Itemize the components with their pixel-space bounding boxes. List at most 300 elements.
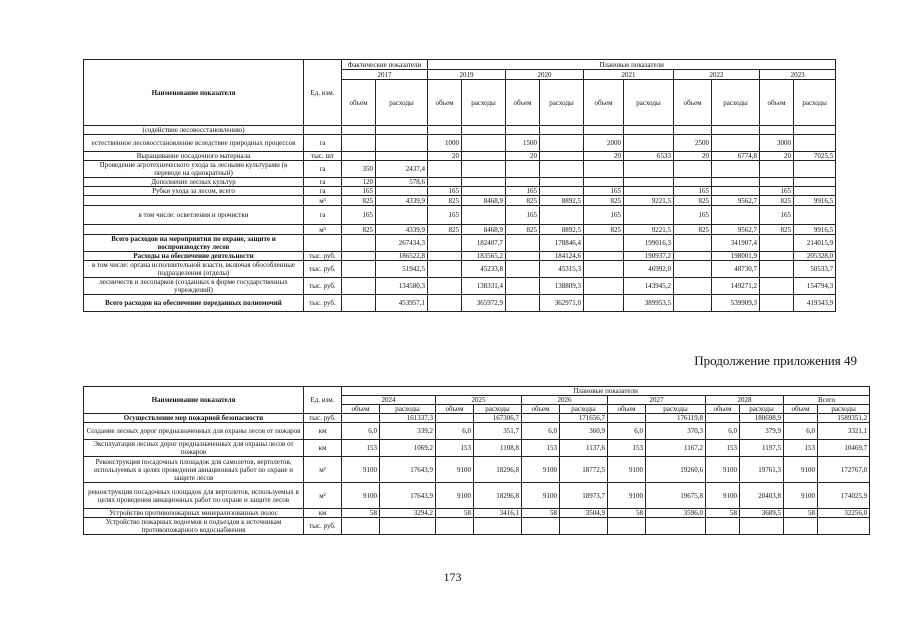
cell-expenses: 143945,2 bbox=[624, 278, 674, 295]
cell-volume: 1500 bbox=[506, 135, 540, 152]
header-year: 2028 bbox=[706, 396, 784, 405]
cell-volume bbox=[760, 278, 794, 295]
cell-expenses: 45233,8 bbox=[462, 261, 506, 278]
cell-volume bbox=[428, 252, 462, 261]
cell-volume: 165 bbox=[760, 206, 794, 225]
row-name: в том числе: осветления и прочистки bbox=[84, 206, 304, 225]
cell-volume bbox=[674, 235, 712, 252]
cell-volume bbox=[342, 278, 376, 295]
cell-volume bbox=[428, 235, 462, 252]
cell-expenses: 1589351,2 bbox=[818, 414, 870, 423]
cell-expenses: 9221,5 bbox=[624, 225, 674, 235]
cell-expenses: 3504,9 bbox=[560, 509, 608, 518]
cell-volume: 9100 bbox=[706, 457, 740, 483]
cell-expenses bbox=[462, 178, 506, 187]
cell-volume: 58 bbox=[436, 509, 474, 518]
cell-volume bbox=[584, 126, 624, 135]
cell-volume: 825 bbox=[760, 225, 794, 235]
row-unit: м² bbox=[304, 457, 342, 483]
row-unit: тыс. шт bbox=[304, 152, 342, 161]
row-name: Расходы на обеспечение деятельности bbox=[84, 252, 304, 261]
cell-volume: 825 bbox=[506, 196, 540, 206]
cell-volume: 9100 bbox=[436, 483, 474, 509]
cell-expenses: 362971,0 bbox=[540, 295, 584, 312]
cell-volume bbox=[706, 414, 740, 423]
cell-expenses: 339,2 bbox=[380, 423, 436, 440]
cell-expenses bbox=[376, 206, 428, 225]
cell-volume bbox=[674, 261, 712, 278]
cell-expenses: 19675,8 bbox=[646, 483, 706, 509]
table-row bbox=[84, 440, 870, 457]
row-name: в том числе: органа исполнительной власти, включая обособленные подразделения (отделы) bbox=[84, 261, 304, 278]
cell-volume: 58 bbox=[342, 509, 380, 518]
cell-volume bbox=[706, 518, 740, 535]
header-year: 2017 bbox=[342, 70, 428, 80]
cell-volume bbox=[506, 178, 540, 187]
table-row bbox=[84, 252, 836, 261]
table-row bbox=[84, 483, 870, 509]
cell-volume: 153 bbox=[342, 440, 380, 457]
cell-volume: 9100 bbox=[784, 457, 818, 483]
cell-volume bbox=[428, 278, 462, 295]
row-name: Всего расходов на мероприятия по охране, защите и воспроизводству лесов bbox=[84, 235, 304, 252]
table-row bbox=[84, 126, 836, 135]
cell-expenses bbox=[794, 206, 836, 225]
cell-expenses bbox=[540, 126, 584, 135]
row-unit: га bbox=[304, 178, 342, 187]
header-year: 2022 bbox=[674, 70, 760, 80]
cell-volume bbox=[608, 414, 646, 423]
header-expenses: расходы bbox=[794, 80, 836, 126]
cell-expenses: 183565,2 bbox=[462, 252, 506, 261]
cell-expenses bbox=[462, 126, 506, 135]
cell-expenses bbox=[462, 187, 506, 196]
cell-expenses bbox=[376, 152, 428, 161]
row-name bbox=[84, 196, 304, 206]
cell-volume: 6,0 bbox=[608, 423, 646, 440]
cell-expenses bbox=[624, 135, 674, 152]
cell-volume bbox=[506, 235, 540, 252]
cell-expenses: 9562,7 bbox=[712, 225, 760, 235]
header-expenses: расходы bbox=[376, 80, 428, 126]
cell-expenses: 20403,8 bbox=[740, 483, 784, 509]
table-fire-safety-body bbox=[84, 414, 870, 535]
header-unit: Ед. изм. bbox=[304, 387, 342, 414]
cell-expenses bbox=[712, 187, 760, 196]
cell-expenses bbox=[540, 135, 584, 152]
cell-expenses bbox=[712, 178, 760, 187]
cell-volume: 165 bbox=[428, 187, 462, 196]
cell-expenses bbox=[540, 161, 584, 178]
cell-expenses bbox=[540, 152, 584, 161]
cell-expenses bbox=[462, 161, 506, 178]
row-name: Выращивание посадочного материала bbox=[84, 152, 304, 161]
cell-volume: 6,0 bbox=[784, 423, 818, 440]
cell-volume: 2000 bbox=[584, 135, 624, 152]
cell-expenses: 205328,0 bbox=[794, 252, 836, 261]
cell-expenses bbox=[462, 206, 506, 225]
cell-expenses bbox=[560, 518, 608, 535]
cell-expenses: 4339,9 bbox=[376, 225, 428, 235]
cell-expenses bbox=[794, 187, 836, 196]
row-name: Осуществление мер пожарной безопасности bbox=[84, 414, 304, 423]
cell-expenses: 46992,0 bbox=[624, 261, 674, 278]
row-unit: км bbox=[304, 440, 342, 457]
cell-expenses bbox=[474, 518, 522, 535]
cell-volume bbox=[584, 278, 624, 295]
cell-expenses: 419343,9 bbox=[794, 295, 836, 312]
cell-expenses: 453957,1 bbox=[376, 295, 428, 312]
row-name: Рубки ухода за лесом, всего bbox=[84, 187, 304, 196]
cell-expenses: 138331,4 bbox=[462, 278, 506, 295]
cell-volume: 6,0 bbox=[706, 423, 740, 440]
cell-expenses: 6533 bbox=[624, 152, 674, 161]
cell-volume: 20 bbox=[584, 152, 624, 161]
cell-expenses: 1108,8 bbox=[474, 440, 522, 457]
cell-expenses bbox=[818, 518, 870, 535]
row-unit: км bbox=[304, 423, 342, 440]
header-volume: объем bbox=[342, 80, 376, 126]
cell-expenses: 351,7 bbox=[474, 423, 522, 440]
table-row bbox=[84, 509, 870, 518]
cell-expenses: 18296,8 bbox=[474, 457, 522, 483]
row-name: (содействие лесовосстановлению) bbox=[84, 126, 304, 135]
cell-volume bbox=[584, 252, 624, 261]
cell-volume: 825 bbox=[342, 225, 376, 235]
table-row bbox=[84, 423, 870, 440]
cell-expenses: 4339,9 bbox=[376, 196, 428, 206]
cell-volume bbox=[584, 161, 624, 178]
header-unit: Ед. изм. bbox=[304, 60, 342, 126]
header-expenses: расходы bbox=[740, 405, 784, 414]
table-row bbox=[84, 295, 836, 312]
row-name: Дополнение лесных культур bbox=[84, 178, 304, 187]
cell-volume: 153 bbox=[522, 440, 560, 457]
table-fire-safety-indicators bbox=[83, 386, 870, 535]
cell-expenses: 365972,9 bbox=[462, 295, 506, 312]
header-volume: объем bbox=[428, 80, 462, 126]
header-volume: объем bbox=[608, 405, 646, 414]
table-row bbox=[84, 225, 836, 235]
header-expenses: расходы bbox=[474, 405, 522, 414]
row-unit: тыс. руб. bbox=[304, 518, 342, 535]
header-volume: объем bbox=[706, 405, 740, 414]
cell-expenses: 2437,4 bbox=[376, 161, 428, 178]
table-row bbox=[84, 261, 836, 278]
cell-volume bbox=[428, 178, 462, 187]
header-name: Наименование показателя bbox=[84, 60, 304, 126]
cell-expenses: 18772,5 bbox=[560, 457, 608, 483]
cell-expenses: 161337,3 bbox=[380, 414, 436, 423]
row-unit: м³ bbox=[304, 196, 342, 206]
row-name: Проведение агротехнического ухода за лесными культурами (в переводе на однократный) bbox=[84, 161, 304, 178]
cell-volume bbox=[428, 261, 462, 278]
cell-expenses: 45315,3 bbox=[540, 261, 584, 278]
cell-expenses: 167306,7 bbox=[474, 414, 522, 423]
cell-expenses bbox=[540, 187, 584, 196]
table-row bbox=[84, 206, 836, 225]
cell-expenses: 6774,8 bbox=[712, 152, 760, 161]
cell-volume: 1000 bbox=[428, 135, 462, 152]
cell-expenses bbox=[712, 206, 760, 225]
header-volume: объем bbox=[584, 80, 624, 126]
cell-volume: 6,0 bbox=[436, 423, 474, 440]
row-name: Устройство пожарных водоемов и подъездов к источникам противопожарного водоснабжения bbox=[84, 518, 304, 535]
cell-volume: 58 bbox=[608, 509, 646, 518]
cell-expenses: 10469,7 bbox=[818, 440, 870, 457]
cell-volume: 825 bbox=[342, 196, 376, 206]
cell-expenses: 8468,9 bbox=[462, 225, 506, 235]
cell-volume bbox=[428, 161, 462, 178]
cell-expenses: 8468,9 bbox=[462, 196, 506, 206]
row-name: лесничеств и лесопарков (созданных в форме государственных учреждений) bbox=[84, 278, 304, 295]
cell-volume: 350 bbox=[342, 161, 376, 178]
cell-expenses bbox=[794, 126, 836, 135]
header-year: 2020 bbox=[506, 70, 584, 80]
cell-expenses: 3689,5 bbox=[740, 509, 784, 518]
header-expenses: расходы bbox=[380, 405, 436, 414]
cell-volume bbox=[760, 295, 794, 312]
row-unit: га bbox=[304, 135, 342, 152]
cell-expenses: 389953,5 bbox=[624, 295, 674, 312]
cell-volume: 58 bbox=[706, 509, 740, 518]
cell-expenses bbox=[794, 178, 836, 187]
cell-volume bbox=[506, 161, 540, 178]
cell-expenses: 8892,5 bbox=[540, 196, 584, 206]
header-volume: объем bbox=[506, 80, 540, 126]
cell-volume bbox=[584, 261, 624, 278]
row-unit: га bbox=[304, 206, 342, 225]
cell-expenses: 18296,8 bbox=[474, 483, 522, 509]
cell-volume: 825 bbox=[428, 225, 462, 235]
cell-volume bbox=[506, 252, 540, 261]
row-unit: тыс. руб. bbox=[304, 414, 342, 423]
cell-volume bbox=[428, 126, 462, 135]
cell-expenses bbox=[740, 518, 784, 535]
cell-expenses: 51942,5 bbox=[376, 261, 428, 278]
cell-expenses: 214015,9 bbox=[794, 235, 836, 252]
cell-expenses bbox=[712, 161, 760, 178]
cell-expenses: 17643,9 bbox=[380, 457, 436, 483]
header-volume: объем bbox=[522, 405, 560, 414]
cell-expenses bbox=[712, 126, 760, 135]
cell-expenses: 267434,3 bbox=[376, 235, 428, 252]
row-unit: тыс. руб. bbox=[304, 252, 342, 261]
cell-volume bbox=[342, 252, 376, 261]
header-expenses: расходы bbox=[818, 405, 870, 414]
cell-expenses: 174025,9 bbox=[818, 483, 870, 509]
cell-expenses: 180698,9 bbox=[740, 414, 784, 423]
cell-volume bbox=[760, 252, 794, 261]
cell-expenses: 379,9 bbox=[740, 423, 784, 440]
cell-volume: 165 bbox=[506, 206, 540, 225]
row-unit: м² bbox=[304, 483, 342, 509]
cell-volume: 58 bbox=[784, 509, 818, 518]
header-year: 2024 bbox=[342, 396, 436, 405]
header-name: Наименование показателя bbox=[84, 387, 304, 414]
row-unit: км bbox=[304, 509, 342, 518]
cell-volume bbox=[760, 126, 794, 135]
cell-volume: 153 bbox=[436, 440, 474, 457]
cell-expenses bbox=[624, 206, 674, 225]
row-unit bbox=[304, 126, 342, 135]
cell-expenses bbox=[712, 135, 760, 152]
cell-volume bbox=[674, 278, 712, 295]
cell-expenses: 1137,6 bbox=[560, 440, 608, 457]
header-plan: Плановые показатели bbox=[342, 387, 870, 396]
cell-expenses: 48730,7 bbox=[712, 261, 760, 278]
cell-volume: 9100 bbox=[706, 483, 740, 509]
cell-expenses bbox=[794, 161, 836, 178]
header-volume: объем bbox=[436, 405, 474, 414]
table-row bbox=[84, 196, 836, 206]
cell-volume: 20 bbox=[506, 152, 540, 161]
table-row bbox=[84, 278, 836, 295]
cell-expenses bbox=[462, 152, 506, 161]
cell-volume bbox=[760, 178, 794, 187]
cell-expenses: 9916,5 bbox=[794, 225, 836, 235]
cell-expenses: 9562,7 bbox=[712, 196, 760, 206]
header-expenses: расходы bbox=[624, 80, 674, 126]
row-unit: м³ bbox=[304, 225, 342, 235]
row-unit: га bbox=[304, 187, 342, 196]
header-plan: Плановые показатели bbox=[428, 60, 836, 70]
table-row bbox=[84, 178, 836, 187]
cell-volume: 9100 bbox=[342, 483, 380, 509]
cell-volume bbox=[342, 414, 380, 423]
cell-volume: 165 bbox=[584, 206, 624, 225]
header-fact: Фактические показатели bbox=[342, 60, 428, 70]
cell-volume bbox=[522, 518, 560, 535]
cell-volume: 9100 bbox=[342, 457, 380, 483]
cell-expenses: 32256,0 bbox=[818, 509, 870, 518]
cell-volume: 6,0 bbox=[522, 423, 560, 440]
cell-expenses bbox=[376, 135, 428, 152]
cell-volume: 20 bbox=[674, 152, 712, 161]
cell-expenses: 154794,3 bbox=[794, 278, 836, 295]
cell-volume bbox=[784, 414, 818, 423]
cell-expenses: 1069,2 bbox=[380, 440, 436, 457]
page-number: 173 bbox=[443, 570, 462, 584]
header-volume: объем bbox=[784, 405, 818, 414]
cell-volume: 120 bbox=[342, 178, 376, 187]
cell-expenses: 184124,6 bbox=[540, 252, 584, 261]
cell-volume bbox=[584, 295, 624, 312]
table-row bbox=[84, 518, 870, 535]
cell-volume: 3000 bbox=[760, 135, 794, 152]
cell-volume bbox=[760, 235, 794, 252]
cell-volume: 825 bbox=[584, 225, 624, 235]
cell-expenses: 138809,3 bbox=[540, 278, 584, 295]
cell-volume bbox=[342, 126, 376, 135]
cell-volume: 165 bbox=[428, 206, 462, 225]
cell-volume: 825 bbox=[506, 225, 540, 235]
cell-expenses: 360,9 bbox=[560, 423, 608, 440]
cell-expenses: 50533,7 bbox=[794, 261, 836, 278]
header-year: 2019 bbox=[428, 70, 506, 80]
table-row bbox=[84, 235, 836, 252]
table-row bbox=[84, 135, 836, 152]
cell-volume bbox=[760, 261, 794, 278]
cell-expenses: 341907,4 bbox=[712, 235, 760, 252]
row-unit: тыс. руб. bbox=[304, 295, 342, 312]
cell-expenses: 8892,5 bbox=[540, 225, 584, 235]
cell-expenses: 1167,2 bbox=[646, 440, 706, 457]
header-volume: объем bbox=[342, 405, 380, 414]
cell-volume: 825 bbox=[584, 196, 624, 206]
cell-volume bbox=[674, 178, 712, 187]
table-forestry-indicators bbox=[83, 59, 836, 312]
cell-expenses: 182407,7 bbox=[462, 235, 506, 252]
cell-volume bbox=[506, 126, 540, 135]
cell-volume: 2500 bbox=[674, 135, 712, 152]
cell-expenses: 3596,0 bbox=[646, 509, 706, 518]
cell-expenses: 149271,2 bbox=[712, 278, 760, 295]
cell-volume: 9100 bbox=[522, 457, 560, 483]
cell-expenses bbox=[624, 187, 674, 196]
cell-expenses: 176119,8 bbox=[646, 414, 706, 423]
cell-expenses bbox=[376, 126, 428, 135]
cell-expenses: 9916,5 bbox=[794, 196, 836, 206]
header-expenses: расходы bbox=[462, 80, 506, 126]
row-name: реконструкция посадочных площадок для вертолетов, используемых в целях проведения авиационных работ по охране и защите лесов bbox=[84, 483, 304, 509]
cell-volume bbox=[522, 414, 560, 423]
cell-expenses: 7025,5 bbox=[794, 152, 836, 161]
row-unit: тыс. руб. bbox=[304, 261, 342, 278]
cell-expenses: 171656,7 bbox=[560, 414, 608, 423]
row-name: Реконструкция посадочных площадок для самолетов, вертолетов, используемых в целях проведения авиационных работ по охране и защите лесов bbox=[84, 457, 304, 483]
cell-volume bbox=[342, 235, 376, 252]
cell-expenses: 3294,2 bbox=[380, 509, 436, 518]
table-row bbox=[84, 187, 836, 196]
cell-volume bbox=[436, 414, 474, 423]
cell-expenses bbox=[624, 178, 674, 187]
row-name: Устройство противопожарных минерализованных полос bbox=[84, 509, 304, 518]
cell-expenses: 3416,1 bbox=[474, 509, 522, 518]
table-row bbox=[84, 414, 870, 423]
cell-volume: 58 bbox=[522, 509, 560, 518]
table-forestry-body bbox=[84, 126, 836, 312]
header-expenses: расходы bbox=[540, 80, 584, 126]
cell-volume: 9100 bbox=[436, 457, 474, 483]
cell-volume: 153 bbox=[706, 440, 740, 457]
cell-volume bbox=[342, 135, 376, 152]
cell-expenses: 186522,8 bbox=[376, 252, 428, 261]
cell-volume bbox=[760, 161, 794, 178]
cell-volume bbox=[584, 178, 624, 187]
cell-volume: 165 bbox=[674, 206, 712, 225]
cell-expenses: 19260,6 bbox=[646, 457, 706, 483]
cell-volume bbox=[674, 295, 712, 312]
cell-expenses bbox=[624, 126, 674, 135]
cell-expenses: 199016,3 bbox=[624, 235, 674, 252]
header-year: 2026 bbox=[522, 396, 608, 405]
cell-volume bbox=[608, 518, 646, 535]
cell-expenses bbox=[540, 178, 584, 187]
cell-expenses: 578,6 bbox=[376, 178, 428, 187]
cell-expenses: 1197,5 bbox=[740, 440, 784, 457]
cell-expenses: 134580,3 bbox=[376, 278, 428, 295]
cell-expenses: 198001,9 bbox=[712, 252, 760, 261]
appendix-caption: Продолжение приложения 49 bbox=[694, 353, 857, 368]
header-year: 2021 bbox=[584, 70, 674, 80]
cell-volume: 6,0 bbox=[342, 423, 380, 440]
cell-expenses: 3321,1 bbox=[818, 423, 870, 440]
cell-expenses bbox=[540, 206, 584, 225]
cell-volume bbox=[428, 295, 462, 312]
row-name: Всего расходов на обеспечение переданных полномочий bbox=[84, 295, 304, 312]
cell-volume bbox=[342, 152, 376, 161]
